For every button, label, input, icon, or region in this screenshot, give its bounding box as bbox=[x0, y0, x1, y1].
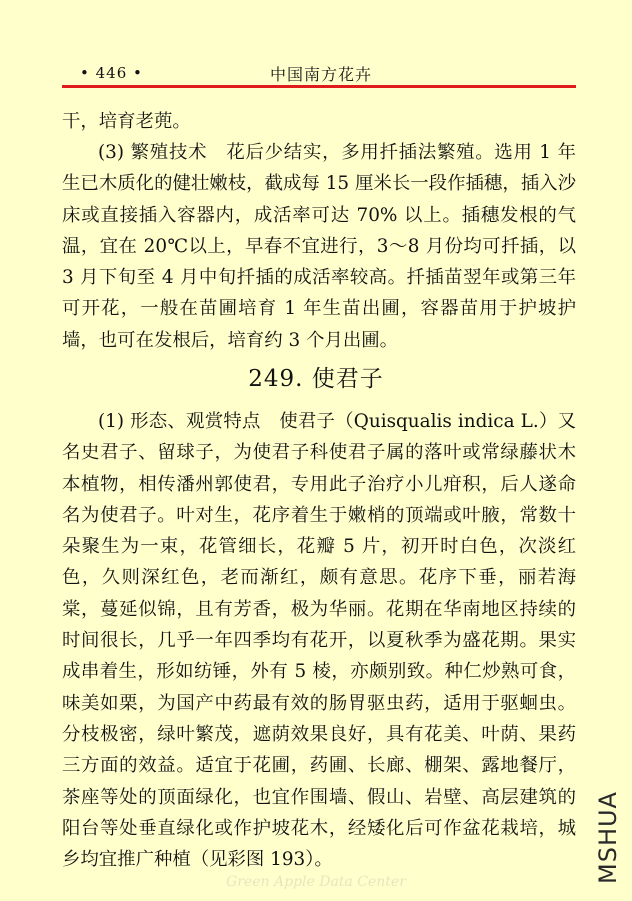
header-rule bbox=[62, 85, 576, 88]
running-title: 中国南方花卉 bbox=[270, 65, 373, 84]
paragraph-continuation: 干，培育老蔸。 bbox=[62, 111, 191, 132]
page-number: • 446 • bbox=[80, 64, 143, 82]
page-header bbox=[62, 60, 576, 84]
paragraph-propagation: (3) 繁殖技术 花后少结实，多用扦插法繁殖。选用 1 年生已木质化的健壮嫩枝，截成每 15 厘米长一段作插穗，插入沙床或直接插入容器内，成活率可达 70% 以上。插穗发根的气温，宜在 20℃以上，早春不宜进行，3～8 月份均可扦插，以 3 月下旬至 4 月中旬扦插的成活率较高。扦插苗翌年或第三年可开花，一般在苗圃培育 1 年生苗出圃，容器苗用于护坡护墙，也可在发根后，培育约 3 个月出圃。 bbox=[62, 142, 576, 351]
side-watermark: MSHUA bbox=[594, 791, 622, 884]
paragraph-morphology: (1) 形态、观赏特点 使君子（Quisqualis indica L.）又名史君子、留球子，为使君子科使君子属的落叶或常绿藤状木本植物，相传潘州郭使君，专用此子治疗小儿疳积，后人遂命名为使君子。叶对生，花序着生于嫩梢的顶端或叶腋，常数十朵聚生为一束，花管细长，花瓣 5 片，初开时白色，次淡红色，久则深红色，老而渐红，颇有意思。花序下垂，丽若海棠，蔓延似锦，且有芳香，极为华丽。花期在华南地区持续的时间很长，几乎一年四季均有花开，以夏秋季为盛花期。果实成串着生，形如纺锤，外有 5 棱，亦颇别致。种仁炒熟可食，味美如栗，为国产中药最有效的肠胃驱虫药，适用于驱蛔虫。分枝极密，绿叶繁茂，遮荫效果良好，具有花美、叶荫、果药三方面的效益。适宜于花圃，药圃、长廊、棚架、露地餐厅，茶座等处的顶面绿化，也宜作围墙、假山、岩壁、高层建筑的阳台等处垂直绿化或作护坡花木，经矮化后可作盆花栽培，城乡均宜推广种植（见彩图 193）。 bbox=[62, 411, 576, 871]
bottom-watermark: Green Apple Data Center bbox=[226, 874, 406, 890]
section-title: 249. 使君子 bbox=[248, 366, 384, 392]
